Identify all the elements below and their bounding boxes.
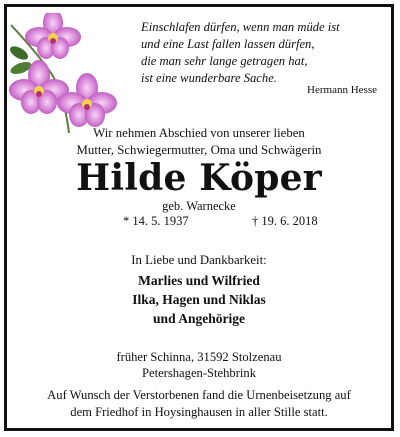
poem-author: Hermann Hesse — [307, 84, 377, 96]
deceased-name: Hilde Köper — [76, 157, 322, 199]
intro-text — [7, 125, 391, 159]
poem-quote — [141, 19, 386, 87]
notice-line: Auf Wunsch der Verstorbenen fand die Urnenbeisetzung auf — [47, 388, 351, 402]
mourner-entry: Ilka, Hagen und Niklas — [132, 292, 266, 307]
death-date: † 19. 6. 2018 — [252, 214, 318, 228]
obituary-card — [4, 4, 394, 431]
mourner-entry: und Angehörige — [153, 311, 245, 326]
orchid-illustration — [9, 13, 119, 135]
maiden-name: geb. Warnecke — [162, 199, 236, 213]
mourner-entry: Marlies und Wilfried — [138, 273, 260, 288]
poem-line: Einschlafen dürfen, wenn man müde ist — [141, 20, 340, 34]
burial-notice — [7, 387, 391, 421]
gratitude-line: In Liebe und Dankbarkeit: — [131, 253, 267, 267]
notice-line: dem Friedhof in Hoysinghausen in aller Stille statt. — [70, 405, 328, 419]
address-line: früher Schinna, 31592 Stolzenau — [116, 350, 282, 364]
intro-line: Wir nehmen Abschied von unserer lieben — [93, 126, 305, 140]
mourners-list — [7, 271, 391, 328]
intro-line: Mutter, Schwiegermutter, Oma und Schwägerin — [76, 143, 322, 157]
poem-line: ist eine wunderbare Sache. — [141, 71, 277, 85]
address-block — [7, 349, 391, 381]
poem-line: und eine Last fallen lassen dürfen, — [141, 37, 315, 51]
birth-date: * 14. 5. 1937 — [123, 214, 189, 228]
poem-line: die man sehr lange getragen hat, — [141, 54, 308, 68]
address-line: Petershagen-Stehbrink — [141, 366, 256, 380]
